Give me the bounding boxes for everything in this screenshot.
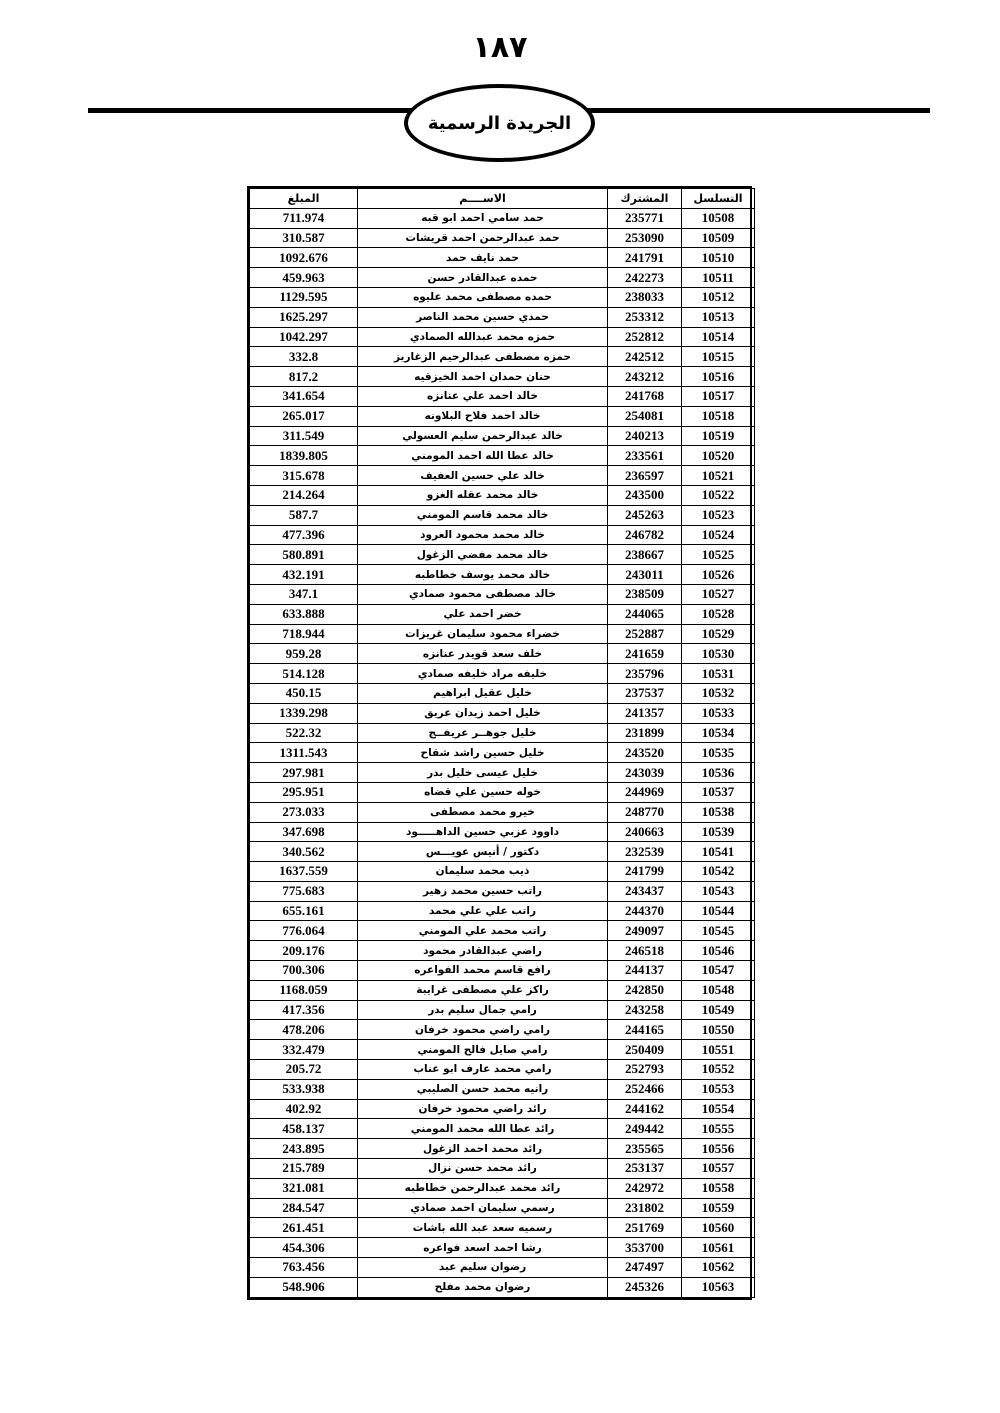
table-row [250, 941, 755, 961]
table-row [250, 584, 755, 604]
subscriber-cell: 242512 [608, 347, 682, 367]
amount-cell: 417.356 [250, 1000, 358, 1020]
amount-cell: 1637.559 [250, 862, 358, 882]
serial-cell: 10548 [682, 980, 755, 1000]
amount-cell: 347.1 [250, 584, 358, 604]
name-cell: رسمي سليمان احمد صمادي [358, 1198, 608, 1218]
table-header-row [250, 189, 755, 209]
table-row [250, 901, 755, 921]
table-row [250, 386, 755, 406]
amount-cell: 215.789 [250, 1159, 358, 1179]
subscriber-cell: 246518 [608, 941, 682, 961]
name-cell: رامي راضي محمود خرفان [358, 1020, 608, 1040]
table-row [250, 1079, 755, 1099]
subscriber-cell: 244165 [608, 1020, 682, 1040]
name-cell: رائد عطا الله محمد المومني [358, 1119, 608, 1139]
name-cell: رامي محمد عارف ابو عناب [358, 1060, 608, 1080]
table-row [250, 426, 755, 446]
name-cell: رائد محمد عبدالرحمن خطاطبه [358, 1178, 608, 1198]
serial-cell: 10521 [682, 466, 755, 486]
serial-cell: 10535 [682, 743, 755, 763]
amount-cell: 522.32 [250, 723, 358, 743]
amount-cell: 311.549 [250, 426, 358, 446]
serial-cell: 10510 [682, 248, 755, 268]
amount-cell: 332.8 [250, 347, 358, 367]
table-row [250, 268, 755, 288]
table-row [250, 1258, 755, 1278]
subscriber-cell: 242972 [608, 1178, 682, 1198]
amount-cell: 265.017 [250, 406, 358, 426]
name-cell: رضوان سليم عبد [358, 1258, 608, 1278]
table-row [250, 624, 755, 644]
serial-cell: 10542 [682, 862, 755, 882]
table-row [250, 367, 755, 387]
subscriber-cell: 235565 [608, 1139, 682, 1159]
serial-cell: 10545 [682, 921, 755, 941]
subscriber-cell: 240213 [608, 426, 682, 446]
amount-cell: 261.451 [250, 1218, 358, 1238]
table-row [250, 921, 755, 941]
subscriber-cell: 244969 [608, 782, 682, 802]
subscriber-cell: 247497 [608, 1258, 682, 1278]
amount-cell: 209.176 [250, 941, 358, 961]
table-row [250, 1238, 755, 1258]
amount-cell: 450.15 [250, 683, 358, 703]
serial-cell: 10563 [682, 1277, 755, 1297]
table-row [250, 446, 755, 466]
name-cell: ذيب محمد سليمان [358, 862, 608, 882]
serial-cell: 10557 [682, 1159, 755, 1179]
subscriber-cell: 249442 [608, 1119, 682, 1139]
subscriber-cell: 241357 [608, 703, 682, 723]
name-cell: داوود عزبي حسين الداهـــــود [358, 822, 608, 842]
subscriber-cell: 241659 [608, 644, 682, 664]
amount-cell: 775.683 [250, 881, 358, 901]
amount-cell: 321.081 [250, 1178, 358, 1198]
amount-cell: 340.562 [250, 842, 358, 862]
subscriber-cell: 238509 [608, 584, 682, 604]
table-row [250, 406, 755, 426]
serial-cell: 10562 [682, 1258, 755, 1278]
amount-cell: 402.92 [250, 1099, 358, 1119]
header-name: الاســــم [358, 189, 608, 209]
amount-cell: 1042.297 [250, 327, 358, 347]
subscriber-cell: 241768 [608, 386, 682, 406]
subscriber-cell: 235796 [608, 664, 682, 684]
table-row [250, 842, 755, 862]
serial-cell: 10551 [682, 1040, 755, 1060]
subscriber-cell: 238033 [608, 287, 682, 307]
subscriber-cell: 243258 [608, 1000, 682, 1020]
name-cell: حمده عبدالقادر حسن [358, 268, 608, 288]
name-cell: خالد عبدالرحمن سليم العسولي [358, 426, 608, 446]
name-cell: خليفه مراد خليفه صمادي [358, 664, 608, 684]
table-row [250, 485, 755, 505]
amount-cell: 514.128 [250, 664, 358, 684]
table-row [250, 208, 755, 228]
name-cell: خضراء محمود سليمان غريزات [358, 624, 608, 644]
table-row [250, 1020, 755, 1040]
table-row [250, 683, 755, 703]
amount-cell: 763.456 [250, 1258, 358, 1278]
table-row [250, 980, 755, 1000]
name-cell: حمد سامي احمد ابو قبه [358, 208, 608, 228]
table-row [250, 881, 755, 901]
table-row [250, 743, 755, 763]
subscriber-cell: 241791 [608, 248, 682, 268]
serial-cell: 10541 [682, 842, 755, 862]
serial-cell: 10514 [682, 327, 755, 347]
serial-cell: 10555 [682, 1119, 755, 1139]
subscriber-cell: 253312 [608, 307, 682, 327]
table-row [250, 287, 755, 307]
amount-cell: 214.264 [250, 485, 358, 505]
name-cell: خليل حسين راشد شقاح [358, 743, 608, 763]
subscriber-cell: 231899 [608, 723, 682, 743]
name-cell: رامي جمال سليم بدر [358, 1000, 608, 1020]
subscriber-cell: 245326 [608, 1277, 682, 1297]
subscriber-table [247, 186, 752, 1300]
serial-cell: 10539 [682, 822, 755, 842]
serial-cell: 10532 [682, 683, 755, 703]
table-row [250, 525, 755, 545]
name-cell: خالد مصطفى محمود صمادي [358, 584, 608, 604]
serial-cell: 10556 [682, 1139, 755, 1159]
subscriber-cell: 241799 [608, 862, 682, 882]
table-row [250, 664, 755, 684]
amount-cell: 587.7 [250, 505, 358, 525]
name-cell: حمد عبدالرحمن احمد قريشات [358, 228, 608, 248]
subscriber-cell: 254081 [608, 406, 682, 426]
subscriber-cell: 244137 [608, 961, 682, 981]
name-cell: حنان حمدان احمد الخيزقيه [358, 367, 608, 387]
name-cell: راتب حسين محمد زهير [358, 881, 608, 901]
table-row [250, 1119, 755, 1139]
name-cell: خليل جوهــر عريفــج [358, 723, 608, 743]
name-cell: خليل عيسى خليل بدر [358, 763, 608, 783]
amount-cell: 1129.595 [250, 287, 358, 307]
serial-cell: 10518 [682, 406, 755, 426]
subscriber-cell: 252466 [608, 1079, 682, 1099]
subscriber-cell: 233561 [608, 446, 682, 466]
serial-cell: 10531 [682, 664, 755, 684]
table-row [250, 228, 755, 248]
header-subscriber: المشترك [608, 189, 682, 209]
amount-cell: 817.2 [250, 367, 358, 387]
name-cell: خلف سعد قويدر عنانزه [358, 644, 608, 664]
header-serial: التسلسل [682, 189, 755, 209]
name-cell: حمدي حسين محمد الناصر [358, 307, 608, 327]
amount-cell: 1339.298 [250, 703, 358, 723]
subscriber-cell: 242273 [608, 268, 682, 288]
amount-cell: 477.396 [250, 525, 358, 545]
subscriber-cell: 237537 [608, 683, 682, 703]
name-cell: خالد علي حسين العفيف [358, 466, 608, 486]
serial-cell: 10520 [682, 446, 755, 466]
serial-cell: 10536 [682, 763, 755, 783]
amount-cell: 310.587 [250, 228, 358, 248]
name-cell: خليل عقيل ابراهيم [358, 683, 608, 703]
serial-cell: 10544 [682, 901, 755, 921]
amount-cell: 1625.297 [250, 307, 358, 327]
name-cell: رائد راضي محمود خرفان [358, 1099, 608, 1119]
amount-cell: 655.161 [250, 901, 358, 921]
name-cell: دكتور / أنيس عويـــس [358, 842, 608, 862]
subscriber-cell: 246782 [608, 525, 682, 545]
amount-cell: 432.191 [250, 565, 358, 585]
name-cell: رائد محمد حسن نزال [358, 1159, 608, 1179]
table-row [250, 1000, 755, 1020]
amount-cell: 548.906 [250, 1277, 358, 1297]
table-row [250, 327, 755, 347]
subscriber-cell: 252887 [608, 624, 682, 644]
subscriber-cell: 244370 [608, 901, 682, 921]
name-cell: رضوان محمد مفلح [358, 1277, 608, 1297]
subscriber-cell: 243212 [608, 367, 682, 387]
table-row [250, 703, 755, 723]
serial-cell: 10558 [682, 1178, 755, 1198]
subscriber-cell: 253137 [608, 1159, 682, 1179]
table-row [250, 862, 755, 882]
amount-cell: 332.479 [250, 1040, 358, 1060]
page-number: ١٨٧ [472, 30, 528, 65]
amount-cell: 273.033 [250, 802, 358, 822]
subscriber-cell: 243520 [608, 743, 682, 763]
name-cell: رسميه سعد عبد الله باشات [358, 1218, 608, 1238]
amount-cell: 454.306 [250, 1238, 358, 1258]
subscriber-cell: 235771 [608, 208, 682, 228]
name-cell: خالد احمد علي عنانزه [358, 386, 608, 406]
serial-cell: 10527 [682, 584, 755, 604]
name-cell: خالد محمد قاسم المومني [358, 505, 608, 525]
subscriber-cell: 353700 [608, 1238, 682, 1258]
table-row [250, 782, 755, 802]
amount-cell: 284.547 [250, 1198, 358, 1218]
gazette-title: الجريدة الرسمية [427, 112, 572, 134]
serial-cell: 10525 [682, 545, 755, 565]
subscriber-cell: 232539 [608, 842, 682, 862]
subscriber-cell: 248770 [608, 802, 682, 822]
table-row [250, 248, 755, 268]
name-cell: رانيه محمد حسن الصليبي [358, 1079, 608, 1099]
serial-cell: 10519 [682, 426, 755, 446]
serial-cell: 10549 [682, 1000, 755, 1020]
serial-cell: 10553 [682, 1079, 755, 1099]
subscriber-cell: 231802 [608, 1198, 682, 1218]
table-row [250, 1178, 755, 1198]
table-row [250, 1218, 755, 1238]
name-cell: خالد عطا الله احمد المومني [358, 446, 608, 466]
table-row [250, 505, 755, 525]
serial-cell: 10547 [682, 961, 755, 981]
amount-cell: 959.28 [250, 644, 358, 664]
table-row [250, 723, 755, 743]
amount-cell: 776.064 [250, 921, 358, 941]
serial-cell: 10533 [682, 703, 755, 723]
serial-cell: 10561 [682, 1238, 755, 1258]
name-cell: راكز علي مصطفى غرايبة [358, 980, 608, 1000]
table-row [250, 466, 755, 486]
amount-cell: 711.974 [250, 208, 358, 228]
name-cell: رامي صايل فالح المومني [358, 1040, 608, 1060]
table-row [250, 763, 755, 783]
name-cell: خليل احمد زيدان عريق [358, 703, 608, 723]
name-cell: حمد نايف حمد [358, 248, 608, 268]
header-oval [404, 84, 595, 162]
table-row [250, 347, 755, 367]
name-cell: خيرو محمد مصطفى [358, 802, 608, 822]
serial-cell: 10559 [682, 1198, 755, 1218]
name-cell: خضر احمد علي [358, 604, 608, 624]
name-cell: رائد محمد احمد الزغول [358, 1139, 608, 1159]
amount-cell: 700.306 [250, 961, 358, 981]
serial-cell: 10550 [682, 1020, 755, 1040]
amount-cell: 1839.805 [250, 446, 358, 466]
amount-cell: 341.654 [250, 386, 358, 406]
serial-cell: 10546 [682, 941, 755, 961]
table-row [250, 961, 755, 981]
serial-cell: 10537 [682, 782, 755, 802]
table-row [250, 565, 755, 585]
amount-cell: 1092.676 [250, 248, 358, 268]
table-row [250, 1060, 755, 1080]
subscriber-cell: 243011 [608, 565, 682, 585]
name-cell: خالد محمد عقله الغزو [358, 485, 608, 505]
name-cell: رافع قاسم محمد الفواعره [358, 961, 608, 981]
amount-cell: 297.981 [250, 763, 358, 783]
table-row [250, 1277, 755, 1297]
serial-cell: 10524 [682, 525, 755, 545]
name-cell: خالد محمد مفضي الزغول [358, 545, 608, 565]
serial-cell: 10516 [682, 367, 755, 387]
subscriber-cell: 243437 [608, 881, 682, 901]
subscriber-cell: 240663 [608, 822, 682, 842]
serial-cell: 10517 [682, 386, 755, 406]
serial-cell: 10554 [682, 1099, 755, 1119]
table-row [250, 802, 755, 822]
amount-cell: 633.888 [250, 604, 358, 624]
table-row [250, 604, 755, 624]
amount-cell: 1168.059 [250, 980, 358, 1000]
subscriber-cell: 242850 [608, 980, 682, 1000]
name-cell: خالد محمد يوسف خطاطبه [358, 565, 608, 585]
subscriber-cell: 244162 [608, 1099, 682, 1119]
serial-cell: 10529 [682, 624, 755, 644]
name-cell: خالد محمد محمود العرود [358, 525, 608, 545]
subscriber-cell: 249097 [608, 921, 682, 941]
table-body [250, 208, 755, 1297]
amount-cell: 459.963 [250, 268, 358, 288]
serial-cell: 10513 [682, 307, 755, 327]
amount-cell: 718.944 [250, 624, 358, 644]
serial-cell: 10538 [682, 802, 755, 822]
name-cell: حمده مصطفى محمد عليوه [358, 287, 608, 307]
serial-cell: 10523 [682, 505, 755, 525]
serial-cell: 10530 [682, 644, 755, 664]
table-row [250, 1139, 755, 1159]
subscriber-cell: 252793 [608, 1060, 682, 1080]
subscriber-cell: 238667 [608, 545, 682, 565]
name-cell: حمزه محمد عبدالله الصمادي [358, 327, 608, 347]
table-row [250, 545, 755, 565]
amount-cell: 580.891 [250, 545, 358, 565]
serial-cell: 10511 [682, 268, 755, 288]
subscriber-cell: 243500 [608, 485, 682, 505]
amount-cell: 347.698 [250, 822, 358, 842]
name-cell: راتب محمد علي المومني [358, 921, 608, 941]
subscriber-cell: 244065 [608, 604, 682, 624]
subscriber-cell: 245263 [608, 505, 682, 525]
serial-cell: 10552 [682, 1060, 755, 1080]
subscriber-cell: 253090 [608, 228, 682, 248]
serial-cell: 10543 [682, 881, 755, 901]
amount-cell: 458.137 [250, 1119, 358, 1139]
amount-cell: 243.895 [250, 1139, 358, 1159]
name-cell: خالد احمد فلاح البلاونه [358, 406, 608, 426]
table-row [250, 1198, 755, 1218]
serial-cell: 10528 [682, 604, 755, 624]
serial-cell: 10509 [682, 228, 755, 248]
table-row [250, 1159, 755, 1179]
subscriber-cell: 251769 [608, 1218, 682, 1238]
serial-cell: 10522 [682, 485, 755, 505]
serial-cell: 10526 [682, 565, 755, 585]
amount-cell: 478.206 [250, 1020, 358, 1040]
subscriber-cell: 252812 [608, 327, 682, 347]
serial-cell: 10560 [682, 1218, 755, 1238]
amount-cell: 295.951 [250, 782, 358, 802]
name-cell: راضي عبدالقادر محمود [358, 941, 608, 961]
name-cell: راتب علي علي محمد [358, 901, 608, 921]
table-row [250, 307, 755, 327]
table-row [250, 1099, 755, 1119]
serial-cell: 10534 [682, 723, 755, 743]
serial-cell: 10512 [682, 287, 755, 307]
amount-cell: 205.72 [250, 1060, 358, 1080]
subscriber-cell: 236597 [608, 466, 682, 486]
amount-cell: 1311.543 [250, 743, 358, 763]
amount-cell: 533.938 [250, 1079, 358, 1099]
header-amount: المبلغ [250, 189, 358, 209]
table-row [250, 644, 755, 664]
name-cell: رشا احمد اسعد فواعره [358, 1238, 608, 1258]
subscriber-cell: 250409 [608, 1040, 682, 1060]
amount-cell: 315.678 [250, 466, 358, 486]
table-row [250, 1040, 755, 1060]
name-cell: حمزه مصطفى عبدالرحيم الزغاريز [358, 347, 608, 367]
serial-cell: 10508 [682, 208, 755, 228]
serial-cell: 10515 [682, 347, 755, 367]
subscriber-cell: 243039 [608, 763, 682, 783]
name-cell: خوله حسين علي قضاه [358, 782, 608, 802]
table-row [250, 822, 755, 842]
